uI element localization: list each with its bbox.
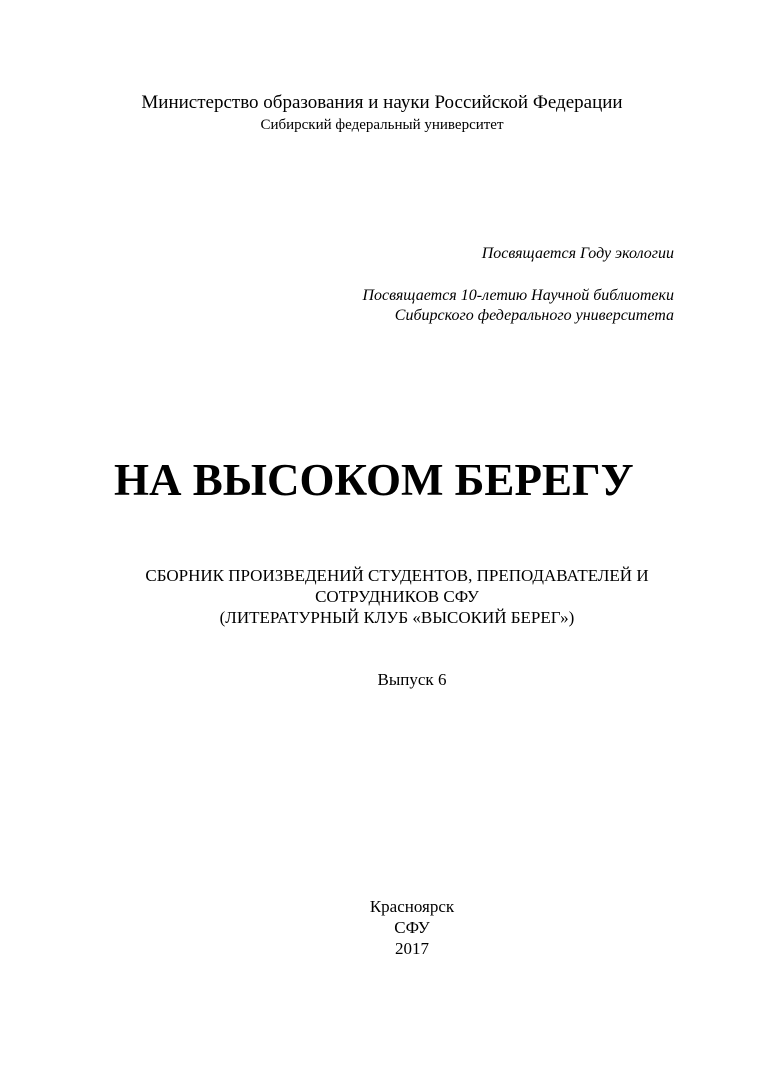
dedication-library bbox=[362, 286, 674, 326]
subtitle-line-3: (ЛИТЕРАТУРНЫЙ КЛУБ «ВЫСОКИЙ БЕРЕГ») bbox=[219, 608, 575, 627]
dedication-line: Посвящается Году экологии bbox=[481, 245, 674, 262]
subtitle-line-1: СБОРНИК ПРОИЗВЕДЕНИЙ СТУДЕНТОВ, ПРЕПОДАВАТЕЛЕЙ И bbox=[145, 566, 649, 585]
issue-number: Выпуск 6 bbox=[377, 670, 447, 689]
imprint-year: 2017 bbox=[395, 939, 429, 958]
ministry-line: Министерство образования и науки Российской Федерации bbox=[141, 92, 623, 113]
subtitle-line-2: СОТРУДНИКОВ СФУ bbox=[315, 587, 479, 606]
book-title: НА ВЫСОКОМ БЕРЕГУ bbox=[114, 455, 634, 505]
imprint-publisher: СФУ bbox=[394, 918, 430, 937]
dedication-ecology bbox=[482, 244, 674, 264]
university-line: Сибирский федеральный университет bbox=[260, 117, 504, 133]
imprint-city: Красноярск bbox=[369, 897, 455, 916]
dedication-line: Посвящается 10-летию Научной библиотеки bbox=[362, 287, 674, 304]
dedication-line: Сибирского федерального университета bbox=[394, 307, 674, 324]
